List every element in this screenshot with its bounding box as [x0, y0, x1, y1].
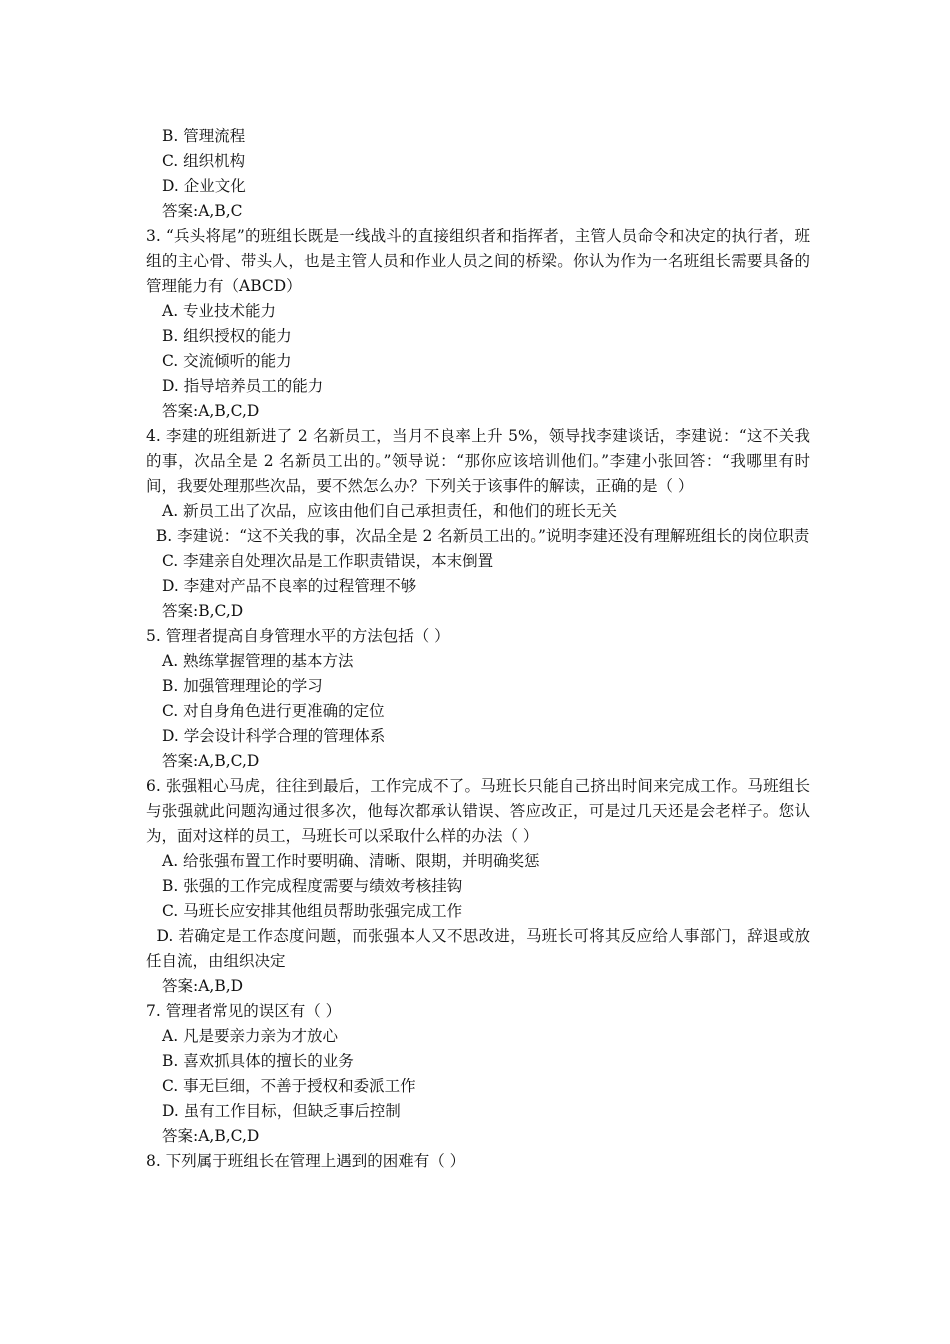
option-line: A. 给张强布置工作时要明确、清晰、限期，并明确奖惩 [162, 852, 540, 870]
question-line: 5. 管理者提高自身管理水平的方法包括（ ） [146, 627, 450, 645]
option-line: B. 喜欢抓具体的擅长的业务 [162, 1052, 354, 1070]
document-body [146, 124, 810, 1174]
option-line: A. 新员工出了次品，应该由他们自己承担责任，和他们的班长无关 [162, 502, 618, 520]
option-line: C. 交流倾听的能力 [162, 352, 292, 370]
question-line: 7. 管理者常见的误区有（ ） [146, 1002, 342, 1020]
option-line: D. 企业文化 [162, 177, 246, 195]
option-line: C. 对自身角色进行更准确的定位 [162, 702, 385, 720]
question-line: 4. 李建的班组新进了 2 名新员工，当月不良率上升 5%，领导找李建谈话，李建说：“这不关我的事，次品全是 2 名新员工出的。”领导说：“那你应该培训他们。”李建小张回答：“我哪里有时间，我要处理那些次品，要不然怎么办？下列关于该事件的解读，正确的是（ ） [146, 427, 810, 495]
option-line: D. 虽有工作目标，但缺乏事后控制 [162, 1102, 401, 1120]
option-line: D. 指导培养员工的能力 [162, 377, 324, 395]
answer-line: 答案:A,B,C,D [162, 752, 260, 770]
answer-line: 答案:B,C,D [162, 602, 244, 620]
answer-line: 答案:A,B,C,D [162, 1127, 260, 1145]
option-line: C. 事无巨细，不善于授权和委派工作 [162, 1077, 416, 1095]
option-line: B. 加强管理理论的学习 [162, 677, 323, 695]
question-line: 3. “兵头将尾”的班组长既是一线战斗的直接组织者和指挥者，主管人员命令和决定的执行者，班组的主心骨、带头人，也是主管人员和作业人员之间的桥梁。你认为作为一名班组长需要具备的管理能力有（ABCD） [146, 227, 810, 295]
option-line: D. 若确定是工作态度问题，而张强本人又不思改进，马班长可将其反应给人事部门，辞退或放任自流，由组织决定 [146, 927, 811, 970]
option-line: D. 李建对产品不良率的过程管理不够 [162, 577, 417, 595]
option-line: A. 熟练掌握管理的基本方法 [162, 652, 354, 670]
answer-line: 答案:A,B,C [162, 202, 243, 220]
option-line: D. 学会设计科学合理的管理体系 [162, 727, 386, 745]
option-line: B. 组织授权的能力 [162, 327, 292, 345]
option-line: C. 马班长应安排其他组员帮助张强完成工作 [162, 902, 463, 920]
option-line: A. 专业技术能力 [162, 302, 277, 320]
option-line: B. 管理流程 [162, 127, 246, 145]
option-line: B. 李建说：“这不关我的事，次品全是 2 名新员工出的。”说明李建还没有理解班组长的岗位职责 [146, 527, 810, 545]
answer-line: 答案:A,B,D [162, 977, 244, 995]
question-line: 8. 下列属于班组长在管理上遇到的困难有（ ） [146, 1152, 466, 1170]
option-line: C. 组织机构 [162, 152, 246, 170]
option-line: C. 李建亲自处理次品是工作职责错误，本末倒置 [162, 552, 494, 570]
option-line: A. 凡是要亲力亲为才放心 [162, 1027, 339, 1045]
answer-line: 答案:A,B,C,D [162, 402, 260, 420]
question-line: 6. 张强粗心马虎，往往到最后，工作完成不了。马班长只能自己挤出时间来完成工作。马班组长与张强就此问题沟通过很多次，他每次都承认错误、答应改正，可是过几天还是会老样子。您认为，面对这样的员工，马班长可以采取什么样的办法（ ） [146, 777, 810, 845]
option-line: B. 张强的工作完成程度需要与绩效考核挂钩 [162, 877, 463, 895]
